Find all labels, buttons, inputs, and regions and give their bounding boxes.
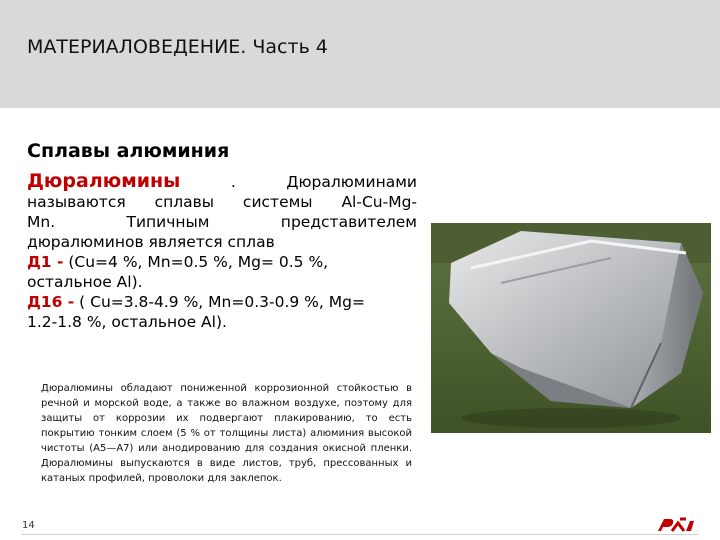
boat-illustration xyxy=(431,223,711,433)
definition-line: называются сплавы системы Al-Cu-Mg- xyxy=(27,193,417,211)
footer-divider xyxy=(22,534,698,535)
definition-line: дюралюминов является сплав xyxy=(27,233,275,251)
corrosion-note xyxy=(27,381,412,486)
page-number: 14 xyxy=(22,520,35,531)
alloy-d1 xyxy=(27,252,417,272)
term-dot: . xyxy=(230,173,236,191)
alloy-d16-composition: ( Cu=3.8-4.9 %, Mn=0.3-0.9 %, Mg= xyxy=(74,293,365,311)
corrosion-note-text: Дюралюмины обладают пониженной коррозионной стойкостью в речной и морской воде, а также во влажном воздухе, поэтому для защиты от коррозии их подвергают плакированию, то есть покрытию тонким слоем (5 % от толщины листа) алюминия высокой чистоты (А5—А7) или анодированию для создания окисной пленки. Дюралюмины выпускаются в виде листов, труб, прессованных и катаных профилей, проволоки для заклепок. xyxy=(41,383,412,484)
lead-line xyxy=(27,170,417,192)
definition-line: Mn. Типичным представителем xyxy=(27,213,417,231)
lead-tail: Дюралюминами xyxy=(286,173,417,191)
presentation-title: МАТЕРИАЛОВЕДЕНИЕ. Часть 4 xyxy=(27,36,328,58)
definition-paragraph xyxy=(27,192,417,332)
header-bar xyxy=(0,0,720,108)
rzd-logo-icon xyxy=(656,515,696,539)
term-duralumin: Дюралюмины xyxy=(27,170,181,192)
alloy-d1-composition: (Cu=4 %, Mn=0.5 %, Mg= 0.5 %, xyxy=(63,253,329,271)
section-title: Сплавы алюминия xyxy=(27,140,230,162)
alloy-d16-label: Д16 - xyxy=(27,293,75,311)
main-content xyxy=(27,140,417,332)
alloy-d1-label: Д1 - xyxy=(27,253,64,271)
alloy-d1-continued: остальное Al). xyxy=(27,273,143,291)
alloy-d16-continued: 1.2-1.8 %, остальное Al). xyxy=(27,313,227,331)
aluminum-boat-photo xyxy=(431,223,711,433)
alloy-d16 xyxy=(27,292,417,312)
